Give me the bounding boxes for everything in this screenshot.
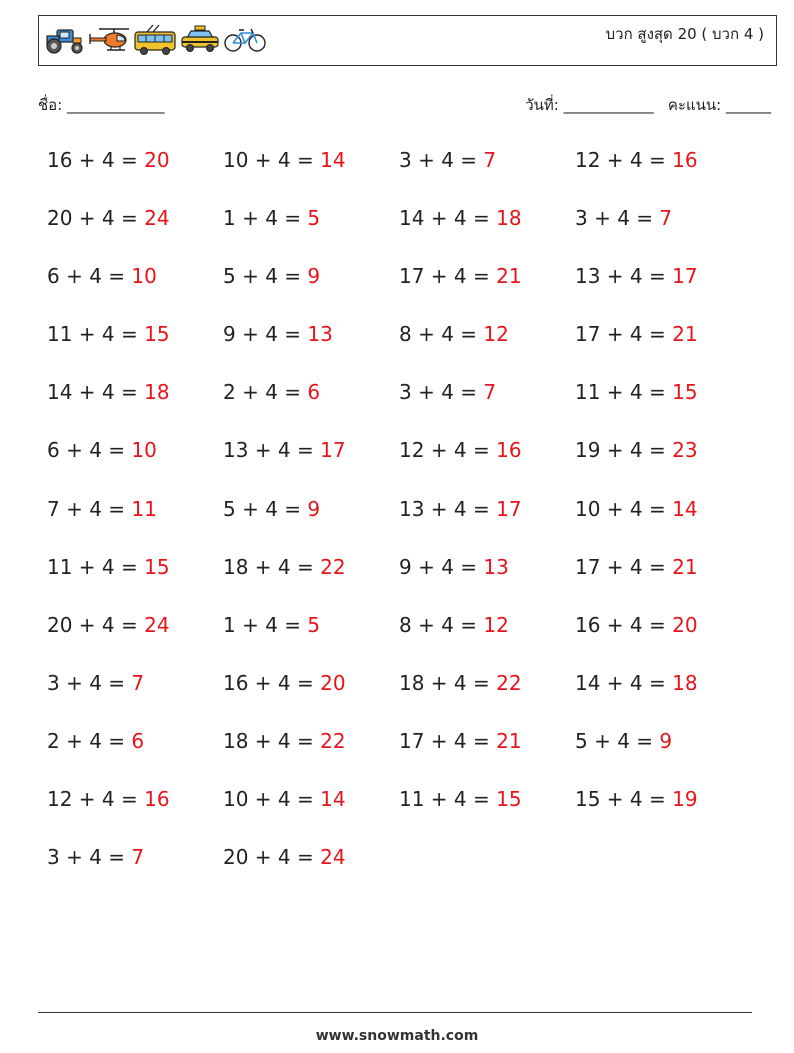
problem-item [223,375,399,433]
helicopter-icon [87,24,131,54]
problem-question: 16 + 4 = [575,612,673,637]
problem-item [47,724,223,782]
trolleybus-icon [133,24,177,56]
problem-item [223,201,399,259]
problem-item [575,724,751,782]
problem-question: 6 + 4 = [47,264,132,289]
problem-question: 5 + 4 = [223,496,308,521]
problem-item [399,143,575,201]
problem-answer: 22 [496,670,522,695]
problem-question: 14 + 4 = [47,380,145,405]
problem-question: 14 + 4 = [575,670,673,695]
problem-question: 3 + 4 = [399,380,484,405]
problem-answer: 17 [320,438,346,463]
student-info-row [38,93,771,117]
date-score-fields [525,93,771,117]
problem-question: 14 + 4 = [399,206,497,231]
problem-answer: 13 [307,322,333,347]
problem-item [575,550,751,608]
problem-item [399,608,575,666]
problem-item [399,782,575,840]
problem-answer: 24 [144,206,170,231]
problem-question: 8 + 4 = [399,322,484,347]
problem-item [575,608,751,666]
problem-item [575,782,751,840]
problem-answer: 24 [320,845,346,870]
problem-item [399,492,575,550]
problem-answer: 18 [496,206,522,231]
problem-item [47,201,223,259]
problem-item [223,724,399,782]
problem-question: 18 + 4 = [399,670,497,695]
footer-divider [38,1012,752,1013]
problem-answer: 13 [483,554,509,579]
problem-answer: 24 [144,612,170,637]
problem-item [223,666,399,724]
problem-question: 3 + 4 = [399,148,484,172]
worksheet-title: บวก สูงสุด 20 ( บวก 4 ) [605,25,764,43]
problem-answer: 5 [307,206,321,231]
problem-answer: 16 [496,438,522,463]
problem-item [575,492,751,550]
problem-question: 20 + 4 = [47,612,145,637]
tractor-icon [43,24,85,54]
problem-answer: 17 [496,496,522,521]
problem-answer: 10 [131,264,157,289]
problem-item [575,201,751,259]
problem-answer: 7 [483,380,497,405]
problem-answer: 21 [496,264,522,289]
problem-item [47,317,223,375]
problem-item [47,840,223,898]
problem-answer: 9 [659,728,673,753]
problem-item [223,492,399,550]
problem-question: 20 + 4 = [223,845,321,870]
problem-item [223,143,399,201]
problem-answer: 15 [144,554,170,579]
problem-question: 8 + 4 = [399,612,484,637]
problem-answer: 22 [320,554,346,579]
problem-item [47,259,223,317]
problem-question: 3 + 4 = [47,670,132,695]
problem-answer: 5 [307,612,321,637]
problem-item [47,433,223,491]
problem-item [47,782,223,840]
problem-question: 17 + 4 = [399,728,497,753]
problem-question: 5 + 4 = [575,728,660,753]
problem-answer: 12 [483,322,509,347]
problem-item [223,550,399,608]
problem-answer: 15 [496,787,522,812]
problem-answer: 18 [672,670,698,695]
problem-item [223,782,399,840]
problem-question: 12 + 4 = [399,438,497,463]
problem-question: 16 + 4 = [223,670,321,695]
problem-item [47,143,223,201]
problem-item [223,433,399,491]
problem-answer: 7 [659,206,673,231]
problem-answer: 21 [672,554,698,579]
problem-answer: 22 [320,728,346,753]
header-icons [43,24,267,56]
problem-question: 1 + 4 = [223,612,308,637]
score-field: คะแนน: ______ [667,96,771,114]
problem-item [223,840,399,898]
problem-answer: 14 [320,787,346,812]
problem-item [575,433,751,491]
problem-question: 19 + 4 = [575,438,673,463]
problem-answer: 14 [320,148,346,172]
problem-answer: 7 [483,148,497,172]
problem-question: 11 + 4 = [47,322,145,347]
problem-question: 5 + 4 = [223,264,308,289]
problem-item [47,492,223,550]
problem-item [223,608,399,666]
problem-item [47,608,223,666]
worksheet-header [38,15,777,66]
problem-question: 9 + 4 = [223,322,308,347]
problem-answer: 16 [144,787,170,812]
name-field: ชื่อ: _____________ [38,96,165,114]
problem-item [399,259,575,317]
problem-item [399,201,575,259]
problem-question: 17 + 4 = [399,264,497,289]
problem-item [399,317,575,375]
problem-answer: 9 [307,264,321,289]
problem-question: 10 + 4 = [575,496,673,521]
problem-question: 2 + 4 = [47,728,132,753]
problem-answer: 17 [672,264,698,289]
problem-item [47,375,223,433]
problem-answer: 11 [131,496,157,521]
problem-item [575,666,751,724]
problem-answer: 14 [672,496,698,521]
problem-item [223,317,399,375]
problem-grid [47,143,767,898]
taxi-icon [179,24,221,54]
problem-question: 15 + 4 = [575,787,673,812]
problem-question: 17 + 4 = [575,554,673,579]
problem-answer: 20 [672,612,698,637]
problem-answer: 21 [672,322,698,347]
problem-item [575,259,751,317]
problem-answer: 7 [131,845,145,870]
problem-item [399,550,575,608]
problem-question: 2 + 4 = [223,380,308,405]
problem-question: 3 + 4 = [575,206,660,231]
bicycle-icon [223,24,267,54]
problem-item [575,143,751,201]
problem-item [575,317,751,375]
footer-site: www.snowmath.com [315,1028,479,1044]
problem-item [223,259,399,317]
problem-question: 20 + 4 = [47,206,145,231]
problem-answer: 23 [672,438,698,463]
problem-answer: 16 [672,148,698,172]
problem-answer: 12 [483,612,509,637]
problem-question: 3 + 4 = [47,845,132,870]
problem-answer: 19 [672,787,698,812]
problem-answer: 7 [131,670,145,695]
problem-question: 6 + 4 = [47,438,132,463]
problem-question: 16 + 4 = [47,148,145,172]
problem-question: 11 + 4 = [47,554,145,579]
problem-answer: 10 [131,438,157,463]
problem-answer: 18 [144,380,170,405]
problem-item [399,724,575,782]
problem-question: 7 + 4 = [47,496,132,521]
problem-question: 17 + 4 = [575,322,673,347]
problem-answer: 15 [672,380,698,405]
problem-answer: 20 [320,670,346,695]
problem-item [47,666,223,724]
problem-item [47,550,223,608]
problem-answer: 15 [144,322,170,347]
problem-question: 12 + 4 = [575,148,673,172]
problem-item [399,375,575,433]
problem-question: 10 + 4 = [223,787,321,812]
date-field: วันที่: ____________ [525,96,654,114]
problem-answer: 21 [496,728,522,753]
problem-answer: 6 [131,728,145,753]
problem-answer: 9 [307,496,321,521]
problem-item [399,433,575,491]
problem-question: 10 + 4 = [223,148,321,172]
problem-answer: 6 [307,380,321,405]
problem-question: 11 + 4 = [399,787,497,812]
problem-question: 13 + 4 = [223,438,321,463]
problem-question: 12 + 4 = [47,787,145,812]
problem-question: 18 + 4 = [223,728,321,753]
problem-question: 13 + 4 = [399,496,497,521]
problem-question: 13 + 4 = [575,264,673,289]
problem-answer: 20 [144,148,170,172]
problem-question: 9 + 4 = [399,554,484,579]
problem-item [399,666,575,724]
problem-question: 11 + 4 = [575,380,673,405]
problem-item [575,375,751,433]
problem-question: 18 + 4 = [223,554,321,579]
problem-question: 1 + 4 = [223,206,308,231]
